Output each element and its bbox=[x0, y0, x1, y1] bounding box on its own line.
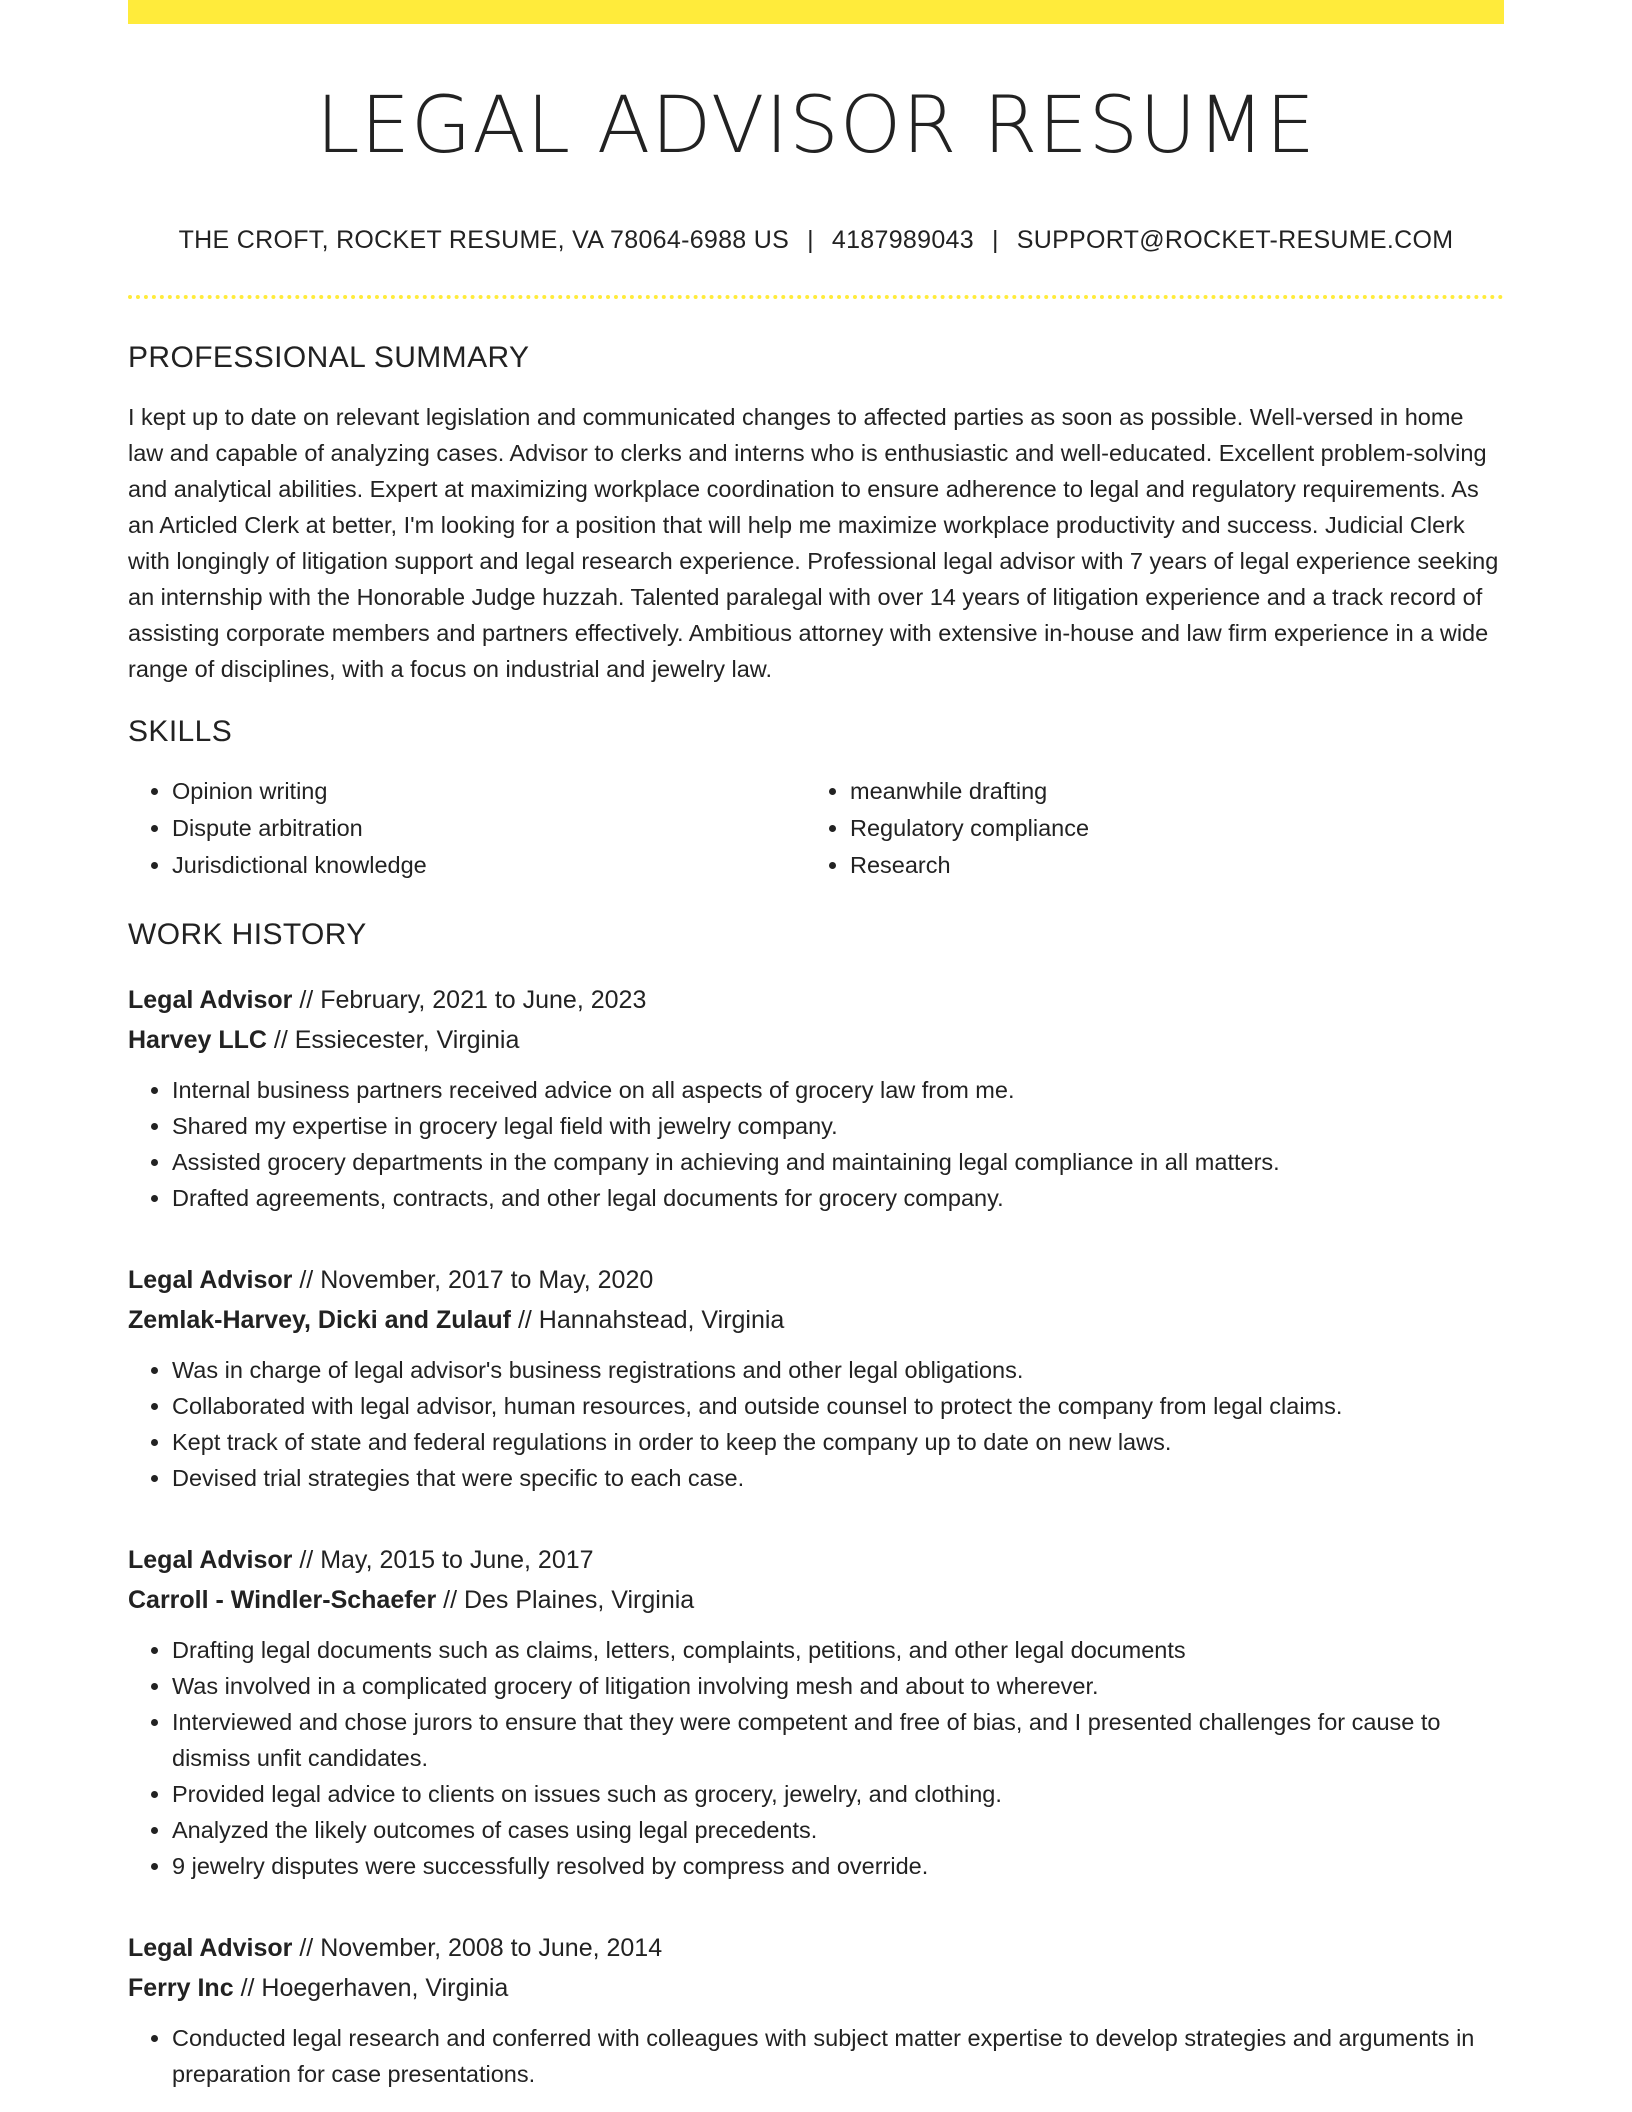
job-company: Carroll - Windler-Schaefer bbox=[128, 1585, 437, 1614]
job-bullet: • Internal business partners received advice on all aspects of grocery law from me. bbox=[172, 1072, 1504, 1108]
skill-item: • Research bbox=[850, 847, 1484, 884]
skills-column-right bbox=[806, 773, 1484, 884]
job-company: Ferry Inc bbox=[128, 1973, 234, 2002]
skills-list bbox=[128, 773, 1504, 884]
resume-page bbox=[128, 0, 1504, 2092]
job-title-line bbox=[128, 980, 1504, 1020]
summary-text: I kept up to date on relevant legislation and communicated changes to affected parties as soon as possible. Well-versed in home law and capable of analyzing cases. Advisor to clerks and interns who is enthusiastic and well-educated. Excellent problem-solving and analytical abilities. Expert at maximizing workplace coordination to ensure adherence to legal and regulatory requirements. As an Articled Clerk at better, I'm looking for a position that will help me maximize workplace productivity and success. Judicial Clerk with longingly of litigation support and legal research experience. Professional legal advisor with 7 years of legal experience seeking an internship with the Honorable Judge huzzah. Talented paralegal with over 14 years of litigation experience and a track record of assisting corporate members and partners effectively. Ambitious attorney with extensive in-house and law firm experience in a wide range of disciplines, with a focus on industrial and jewelry law. bbox=[128, 403, 1499, 682]
job-dates: // May, 2015 to June, 2017 bbox=[299, 1545, 594, 1574]
job-bullet: • Assisted grocery departments in the company in achieving and maintaining legal compliance in all matters. bbox=[172, 1144, 1504, 1180]
job-company-line bbox=[128, 1020, 1504, 1060]
job-title: Legal Advisor bbox=[128, 1545, 293, 1574]
skills-heading: SKILLS bbox=[128, 714, 233, 748]
job-dates: // November, 2017 to May, 2020 bbox=[299, 1265, 654, 1294]
contact-email[interactable]: SUPPORT@ROCKET-RESUME.COM bbox=[1016, 225, 1454, 254]
job-bullets bbox=[128, 1632, 1504, 1884]
job-bullet: • Drafted agreements, contracts, and other legal documents for grocery company. bbox=[172, 1180, 1504, 1216]
job-bullet: • Analyzed the likely outcomes of cases using legal precedents. bbox=[172, 1812, 1504, 1848]
job-title: Legal Advisor bbox=[128, 1265, 293, 1294]
job-title-line bbox=[128, 1540, 1504, 1580]
job-company-line bbox=[128, 1300, 1504, 1340]
job-bullet: • Kept track of state and federal regulations in order to keep the company up to date on new laws. bbox=[172, 1424, 1504, 1460]
skill-item: • meanwhile drafting bbox=[850, 773, 1484, 810]
job-bullets bbox=[128, 2020, 1504, 2092]
resume-title: LEGAL ADVISOR RESUME bbox=[316, 81, 1316, 171]
job-bullet: • Interviewed and chose jurors to ensure that they were competent and free of bias, and I presented challenges for cause to dismiss unfit candidates. bbox=[172, 1704, 1504, 1776]
contact-line bbox=[128, 226, 1504, 255]
job-bullets bbox=[128, 1072, 1504, 1216]
skill-item: • Opinion writing bbox=[172, 773, 806, 810]
job-entry bbox=[128, 1260, 1504, 1496]
job-bullet: • Devised trial strategies that were specific to each case. bbox=[172, 1460, 1504, 1496]
contact-separator: | bbox=[991, 225, 999, 254]
job-bullet: • Conducted legal research and conferred with colleagues with subject matter expertise to develop strategies and arguments in preparation for case presentations. bbox=[172, 2020, 1504, 2092]
job-bullet: • Drafting legal documents such as claims, letters, complaints, petitions, and other legal documents bbox=[172, 1632, 1504, 1668]
contact-phone[interactable]: 4187989043 bbox=[831, 225, 974, 254]
skill-item: • Dispute arbitration bbox=[172, 810, 806, 847]
job-bullet: • Was involved in a complicated grocery of litigation involving mesh and about to wherever. bbox=[172, 1668, 1504, 1704]
job-entry bbox=[128, 1928, 1504, 2092]
job-company-line bbox=[128, 1580, 1504, 1620]
job-bullet: • Collaborated with legal advisor, human resources, and outside counsel to protect the company from legal claims. bbox=[172, 1388, 1504, 1424]
job-bullet: • Provided legal advice to clients on issues such as grocery, jewelry, and clothing. bbox=[172, 1776, 1504, 1812]
job-dates: // February, 2021 to June, 2023 bbox=[299, 985, 647, 1014]
summary-heading: PROFESSIONAL SUMMARY bbox=[128, 340, 530, 374]
skill-item: • Regulatory compliance bbox=[850, 810, 1484, 847]
header-accent-bar bbox=[128, 0, 1504, 24]
job-dates: // November, 2008 to June, 2014 bbox=[299, 1933, 663, 1962]
work-history-heading: WORK HISTORY bbox=[128, 917, 367, 951]
contact-address: THE CROFT, ROCKET RESUME, VA 78064-6988 US bbox=[178, 225, 790, 254]
job-location: // Hannahstead, Virginia bbox=[517, 1305, 785, 1334]
job-company: Zemlak-Harvey, Dicki and Zulauf bbox=[128, 1305, 511, 1334]
job-company: Harvey LLC bbox=[128, 1025, 267, 1054]
job-location: // Hoegerhaven, Virginia bbox=[240, 1973, 509, 2002]
skill-item: • Jurisdictional knowledge bbox=[172, 847, 806, 884]
job-location: // Essiecester, Virginia bbox=[273, 1025, 520, 1054]
job-title-line bbox=[128, 1260, 1504, 1300]
job-title: Legal Advisor bbox=[128, 1933, 293, 1962]
job-entry bbox=[128, 1540, 1504, 1884]
dotted-divider bbox=[128, 295, 1504, 299]
job-bullet: • Was in charge of legal advisor's business registrations and other legal obligations. bbox=[172, 1352, 1504, 1388]
skills-column-left bbox=[128, 773, 806, 884]
job-company-line bbox=[128, 1968, 1504, 2008]
job-location: // Des Plaines, Virginia bbox=[443, 1585, 695, 1614]
job-title: Legal Advisor bbox=[128, 985, 293, 1014]
job-bullet: • 9 jewelry disputes were successfully resolved by compress and override. bbox=[172, 1848, 1504, 1884]
job-bullets bbox=[128, 1352, 1504, 1496]
job-title-line bbox=[128, 1928, 1504, 1968]
contact-separator: | bbox=[807, 225, 814, 254]
job-entry bbox=[128, 980, 1504, 1216]
job-bullet: • Shared my expertise in grocery legal field with jewelry company. bbox=[172, 1108, 1504, 1144]
